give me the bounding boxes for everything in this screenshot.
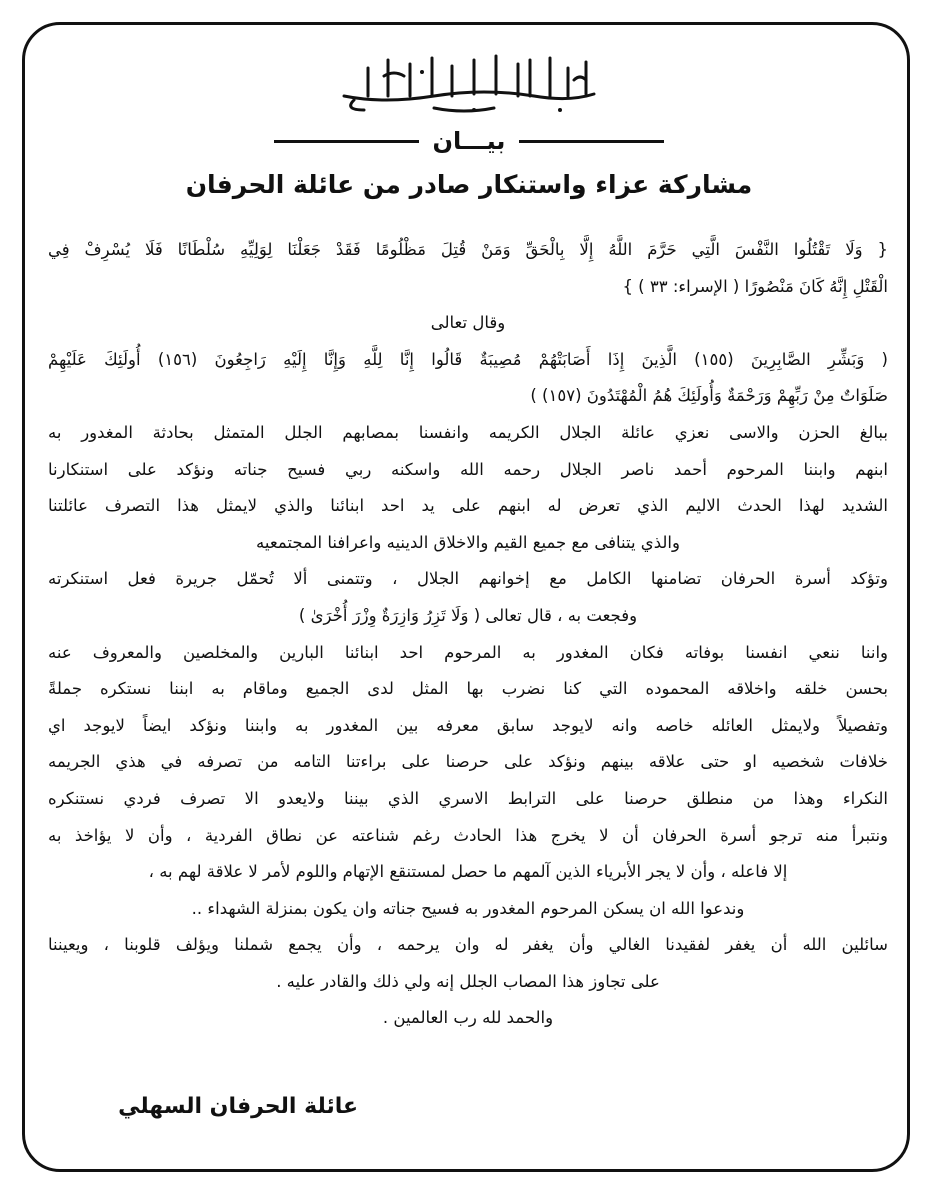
verse1-line: الْقَتْلِ إِنَّهُ كَانَ مَنْصُورًا ( الإسراء: ٣٣ ) } [622,276,888,296]
para3-line: ونتبرأ منه ترجو أسرة الحرفان أن لا يخرج هذا الحادث رغم شناعته عن نطاق الفردية ، وأن لا يؤاخذ به [48,825,888,845]
para3-line: بحسن خلقه واخلاقه المحموده التي كنا نضرب بها المثل لدى الجميع وماقام به ابننا نستكره جملةً [48,679,888,699]
statement-heading [0,126,938,156]
heading-word: بيـــان [432,127,506,155]
signature: عائلة الحرفان السهلي [118,1094,358,1119]
para2-line: وتؤكد أسرة الحرفان تضامنها الكامل مع إخوانهم الجلال ، وتتمنى ألا تُحمّل جريرة فعل استنكرته [48,569,888,589]
para3-line: واننا ننعي انفسنا بوفاته فكان المغدور به المرحوم احد ابنائنا البارين والمخلصين والمعروف عنه [48,642,888,662]
para3-line: وتفصيلاً ولايمثل العائله خاصه وانه لايوجد سابق معرفه بين المغدور به وابننا ونؤكد ايضاً لايوجد اي [48,715,888,735]
para1-line: الشديد لهذا الحدث الاليم الذي تعرض له ابنهم على يد احد ابنائنا والذي لايمثل هذا التصرف عائلتنا [48,496,888,516]
verse2-line: ( وَبَشِّرِ الصَّابِرِينَ (١٥٥) الَّذِينَ إِذَا أَصَابَتْهُمْ مُصِيبَةٌ قَالُوا إِنَّا لِلَّهِ وَإِنَّا إِلَيْهِ رَاجِعُونَ (١٥٦) أُولَئِكَ عَلَيْهِمْ [48,349,888,369]
heading-rule-left [274,140,419,143]
basmala-calligraphy [0,50,938,116]
para1-line: ببالغ الحزن والاسى نعزي عائلة الجلال الكريمه وانفسنا بمصابهم الجلل المتمثل بحادثة المغدور به [48,422,888,442]
document-title: مشاركة عزاء واستنكار صادر من عائلة الحرفان [185,170,753,199]
para3-line: إلا فاعله ، وأن لا يجر الأبرياء الذين آلمهم ما حصل لمستنقع الإتهام واللوم لأمر لا علاقة لهم به ، [148,862,788,882]
statement-body [48,232,888,1037]
prayer2-line: سائلين الله أن يغفر لفقيدنا الغالي وأن يغفر له وان يرحمه ، وأن يجمع شملنا ويؤلف قلوبنا ، ويعيننا [48,935,888,955]
para2-line: وفجعت به ، قال تعالى ( وَلَا تَزِرُ وَازِرَةٌ وِزْرَ أُخْرَىٰ ) [298,605,638,625]
verse2-line: صَلَوَاتٌ مِنْ رَبِّهِمْ وَرَحْمَةٌ وَأُولَئِكَ هُمُ الْمُهْتَدُونَ (١٥٧) ) [530,386,888,406]
prayer1-line: وندعوا الله ان يسكن المرحوم المغدور به فسيح جناته وان يكون بمنزلة الشهداء .. [191,898,745,918]
basmala-logo [324,50,614,116]
closing-line: والحمد لله رب العالمين . [382,1008,554,1028]
para1-line: ابنهم وابننا المرحوم أحمد ناصر الجلال رحمه الله واسكنه ربي فسيح جناته ونؤكد على استنكارنا [48,459,888,479]
verse1-line: { وَلَا تَقْتُلُوا النَّفْسَ الَّتِي حَرَّمَ اللَّهُ إِلَّا بِالْحَقِّ وَمَنْ قُتِلَ مَظْلُومًا فَقَدْ جَعَلْنَا لِوَلِيِّهِ سُلْطَانًا فَلَا يُسْرِفْ فِي [48,240,888,259]
prayer2-line: على تجاوز هذا المصاب الجلل إنه ولي ذلك والقادر عليه . [276,971,660,991]
heading-rule-right [519,140,664,143]
para1-line: والذي يتنافى مع جميع القيم والاخلاق الدينيه واعرافنا المجتمعيه [256,532,680,552]
para3-line: النكراء وهذا من منطلق حرصنا على الترابط الاسري الذي بيننا ولايعدو الا تصرف فردي نستنكره [48,788,888,808]
para3-line: خلافات شخصيه او حتى علاقه بينهم ونؤكد على حرصنا على براءتنا التامه من تصرفه في هذي الجريمه [48,752,888,772]
and-said-label: وقال تعالى [430,313,506,333]
